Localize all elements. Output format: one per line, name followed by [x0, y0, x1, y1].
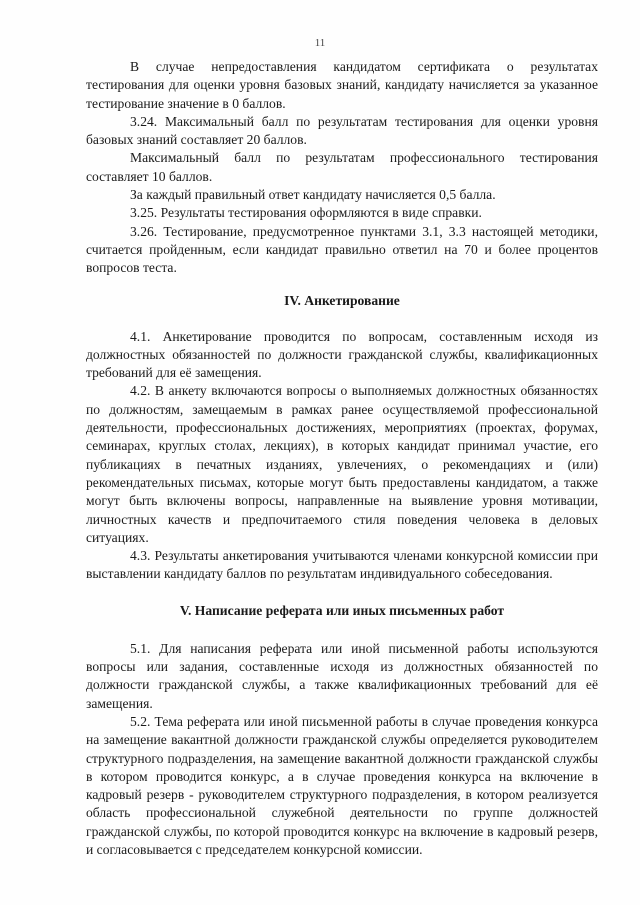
paragraph-3-25: 3.25. Результаты тестирования оформляются в виде справки. [130, 205, 482, 221]
paragraph-per-answer: За каждый правильный ответ кандидату начисляется 0,5 балла. [130, 187, 496, 203]
paragraph-5-2: 5.2. Тема реферата или иной письменной работы в случае проведения конкурса на замещение вакантной должности гражданской службы определяется руководителем структурного подразделения, на замещение вакантной должности гражданской службы в котором проводится конкурс, а в случае проведения конкурса на включение в кадровый резерв - руководителем структурного подразделения, в котором реализуется область профессиональной служебной деятельности по группе должностей гражданской службы, по которой проводится конкурс на включение в кадровый резерв, и согласовывается с председателем конкурсной комиссии. [86, 713, 598, 857]
paragraph-max-professional: Максимальный балл по результатам профессионального тестирования составляет 10 баллов. [86, 150, 598, 184]
paragraph-3-24: 3.24. Максимальный балл по результатам тестирования для оценки уровня базовых знаний составляет 20 баллов. [86, 113, 598, 148]
section-4-heading: IV. Анкетирование [284, 292, 400, 308]
paragraph-4-3: 4.3. Результаты анкетирования учитываются членами конкурсной комиссии при выставлении кандидату баллов по результатам индивидуального собеседования. [86, 548, 598, 582]
page-number: 11 [314, 37, 326, 49]
page-body [86, 58, 598, 859]
paragraph-4-1: 4.1. Анкетирование проводится по вопросам, составленным исходя из должностных обязанностей по должности гражданской службы, квалификационных требований для её замещения. [86, 328, 598, 381]
paragraph-no-certificate: В случае непредоставления кандидатом сертификата о результатах тестирования для оценки уровня базовых знаний, кандидату начисляется за указанное тестирование значение в 0 баллов. [86, 59, 598, 111]
paragraph-4-2: 4.2. В анкету включаются вопросы о выполняемых должностных обязанностях по должностям, замещаемым в рамках ранее осуществляемой профессиональной деятельности, профессиональных достижениях, мероприятиях (проектах, форумах, семинарах, круглых столах, лекциях), в которых кандидат принимал участие, его публикациях в печатных изданиях, увлечениях, о рекомендациях и (или) рекомендательных письмах, которые могут быть предоставлены кандидатом, а также могут быть включены вопросы, направленные на выявление уровня мотивации, личностных качеств и предпочитаемого стиля поведения человека в деловых ситуациях. [86, 383, 598, 545]
paragraph-5-1: 5.1. Для написания реферата или иной письменной работы используются вопросы или задания, составленные исходя из должностных обязанностей по должности гражданской службы, а также квалификационных требований для её замещения. [86, 640, 598, 711]
section-5-heading: V. Написание реферата или иных письменных работ [179, 602, 505, 618]
paragraph-3-26: 3.26. Тестирование, предусмотренное пунктами 3.1, 3.3 настоящей методики, считается пройденным, если кандидат правильно ответил на 70 и более процентов вопросов теста. [86, 223, 598, 276]
